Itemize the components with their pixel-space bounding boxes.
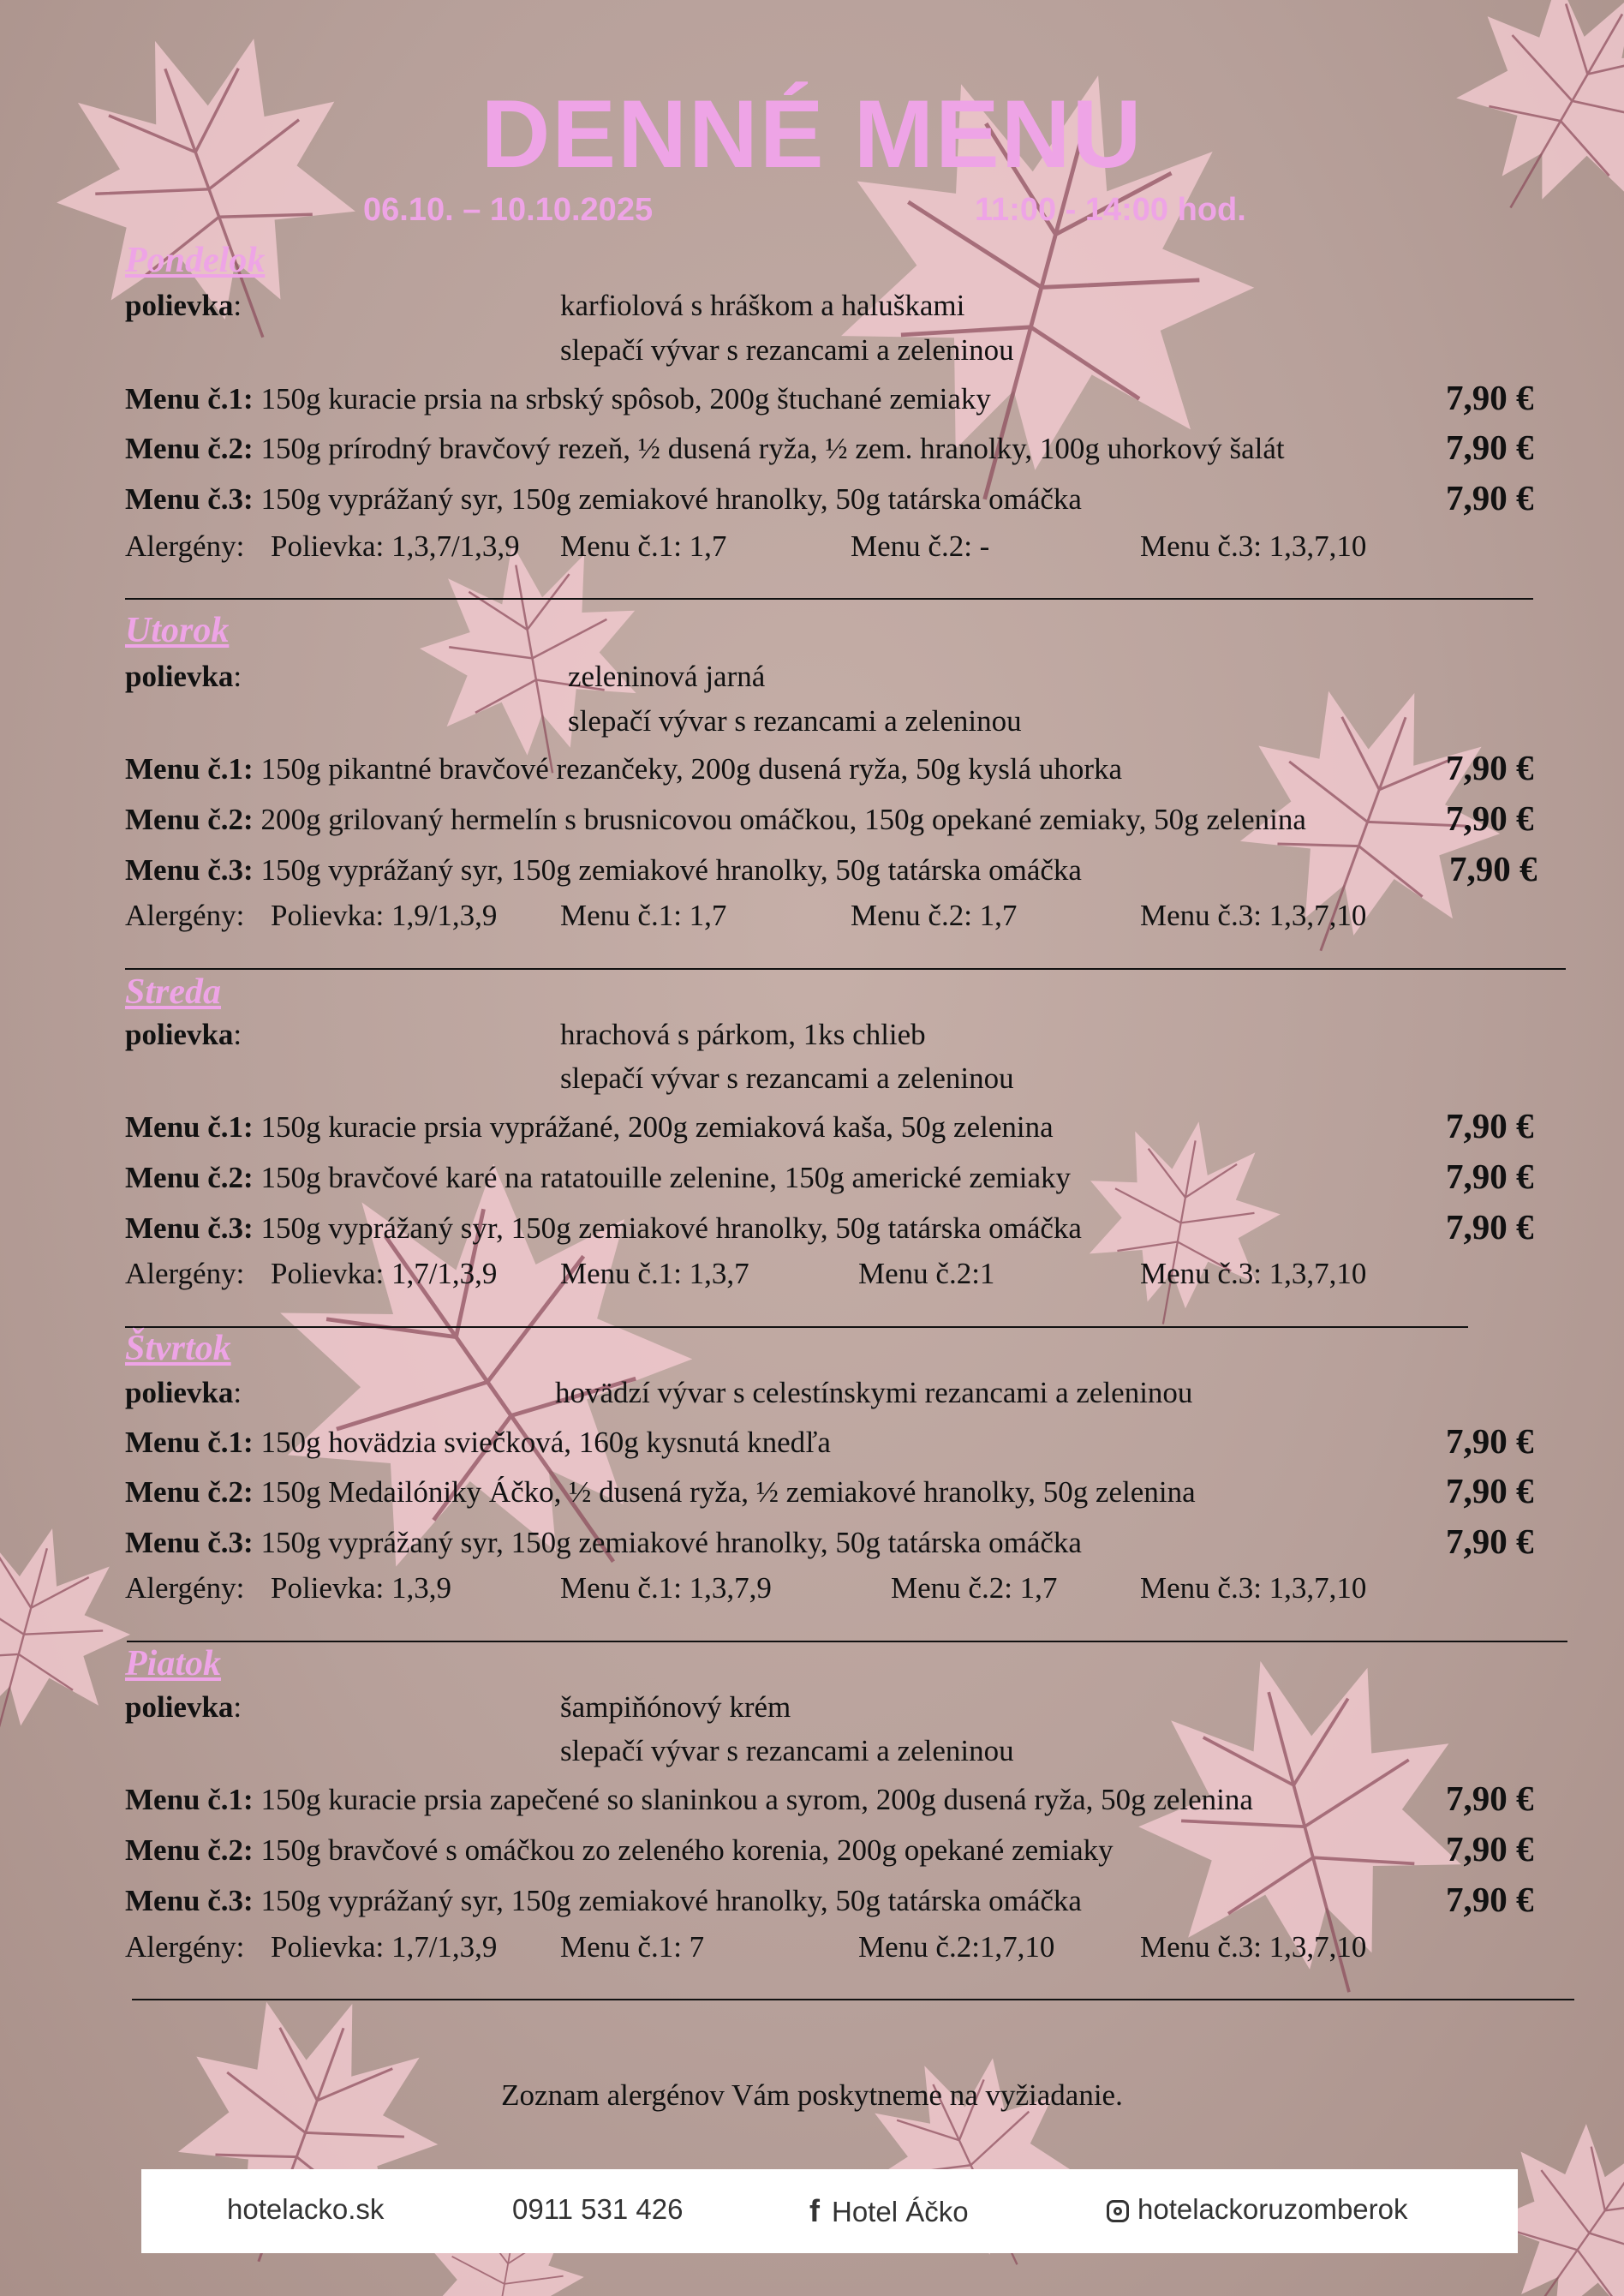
menu-item: Menu č.2: 150g Medailóniky Áčko, ½ dusená ryža, ½ zemiakové hranolky, 50g zelenina (125, 1475, 1196, 1509)
menu-price: 7,90 € (1446, 1829, 1534, 1868)
day-heading-thursday: Štvrtok (125, 1329, 231, 1368)
serving-hours: 11:00 - 14:00 hod. (975, 192, 1246, 228)
allergen-info: Polievka: 1,9/1,3,9 (271, 899, 498, 932)
menu-item: Menu č.1: 150g kuracie prsia vyprážané, 200g zemiaková kaša, 50g zelenina (125, 1110, 1054, 1144)
soup-item: hrachová s párkom, 1ks chlieb (560, 1018, 926, 1051)
allergen-info: Menu č.2: 1,7 (851, 899, 1018, 932)
soup-item: slepačí vývar s rezancami a zeleninou (560, 1061, 1014, 1095)
allergen-info: Menu č.1: 1,3,7,9 (560, 1571, 772, 1605)
menu-item: Menu č.1: 150g hovädzia sviečková, 160g kysnutá knedľa (125, 1426, 831, 1459)
soup-item: slepačí vývar s rezancami a zeleninou (568, 704, 1022, 738)
page-title: DENNÉ MENU (481, 81, 1143, 188)
menu-item: Menu č.1: 150g pikantné bravčové rezančeky, 200g dusená ryža, 50g kyslá uhorka (125, 752, 1123, 786)
menu-price: 7,90 € (1446, 1522, 1534, 1561)
divider (132, 1999, 1574, 2000)
menu-item: Menu č.2: 200g grilovaný hermelín s brusnicovou omáčkou, 150g opekané zemiaky, 50g zelenina (125, 803, 1306, 836)
allergens-label: Alergény: (125, 899, 245, 932)
allergens-label: Alergény: (125, 1257, 245, 1290)
divider (125, 1326, 1468, 1328)
menu-item: Menu č.2: 150g prírodný bravčový rezeň, ½ dusená ryža, ½ zem. hranolky, 100g uhorkový šalát (125, 432, 1285, 465)
menu-price: 7,90 € (1446, 748, 1534, 787)
menu-price: 7,90 € (1446, 1880, 1534, 1919)
instagram-icon (1107, 2200, 1129, 2222)
soup-item: šampiňónový krém (560, 1690, 791, 1724)
allergens-label: Alergény: (125, 1930, 245, 1964)
allergen-info: Polievka: 1,7/1,3,9 (271, 1257, 498, 1290)
menu-item: Menu č.3: 150g vyprážaný syr, 150g zemiakové hranolky, 50g tatárska omáčka (125, 1884, 1082, 1917)
menu-item: Menu č.2: 150g bravčové s omáčkou zo zeleného korenia, 200g opekané zemiaky (125, 1833, 1114, 1867)
divider (125, 598, 1533, 600)
menu-price: 7,90 € (1449, 849, 1537, 888)
instagram-link[interactable]: hotelackoruzomberok (1107, 2193, 1408, 2226)
allergen-info: Menu č.1: 1,7 (560, 899, 727, 932)
menu-item: Menu č.3: 150g vyprážaný syr, 150g zemiakové hranolky, 50g tatárska omáčka (125, 1211, 1082, 1245)
soup-label: polievka: (125, 1018, 242, 1051)
allergen-info: Menu č.3: 1,3,7,10 (1140, 1930, 1367, 1964)
allergen-info: Menu č.2:1 (858, 1257, 995, 1290)
allergen-info: Polievka: 1,7/1,3,9 (271, 1930, 498, 1964)
divider (125, 968, 1566, 970)
allergen-info: Polievka: 1,3,9 (271, 1571, 451, 1605)
soup-item: zeleninová jarná (568, 660, 766, 693)
soup-item: hovädzí vývar s celestínskymi rezancami a zeleninou (555, 1376, 1193, 1409)
allergen-info: Menu č.1: 1,7 (560, 529, 727, 563)
menu-item: Menu č.3: 150g vyprážaný syr, 150g zemiakové hranolky, 50g tatárska omáčka (125, 1526, 1082, 1559)
soup-item: slepačí vývar s rezancami a zeleninou (560, 333, 1014, 367)
allergens-label: Alergény: (125, 529, 245, 563)
allergen-info: Menu č.2: - (851, 529, 990, 563)
allergen-info: Menu č.1: 7 (560, 1930, 705, 1964)
contact-footer (141, 2169, 1518, 2253)
allergen-info: Menu č.3: 1,3,7,10 (1140, 529, 1367, 563)
menu-price: 7,90 € (1446, 478, 1534, 517)
allergen-info: Menu č.3: 1,3,7,10 (1140, 899, 1367, 932)
day-heading-tuesday: Utorok (125, 611, 230, 650)
menu-price: 7,90 € (1446, 1106, 1534, 1145)
soup-label: polievka: (125, 289, 242, 322)
menu-price: 7,90 € (1446, 798, 1534, 838)
allergen-info: Menu č.2: 1,7 (891, 1571, 1058, 1605)
menu-price: 7,90 € (1446, 428, 1534, 467)
menu-price: 7,90 € (1446, 1779, 1534, 1818)
menu-price: 7,90 € (1446, 1207, 1534, 1247)
soup-label: polievka: (125, 1376, 242, 1409)
menu-item: Menu č.3: 150g vyprážaný syr, 150g zemiakové hranolky, 50g tatárska omáčka (125, 853, 1082, 887)
soup-label: polievka: (125, 1690, 242, 1724)
soup-item: slepačí vývar s rezancami a zeleninou (560, 1734, 1014, 1767)
allergen-info: Menu č.3: 1,3,7,10 (1140, 1571, 1367, 1605)
soup-item: karfiolová s hráškom a haluškami (560, 289, 965, 322)
website-link[interactable]: hotelacko.sk (227, 2193, 385, 2225)
soup-label: polievka: (125, 660, 242, 693)
facebook-icon: f (809, 2193, 820, 2228)
day-heading-monday: Pondelok (125, 241, 266, 280)
menu-price: 7,90 € (1446, 378, 1534, 417)
allergen-info: Menu č.1: 1,3,7 (560, 1257, 749, 1290)
allergen-info: Menu č.3: 1,3,7,10 (1140, 1257, 1367, 1290)
menu-item: Menu č.2: 150g bravčové karé na ratatouille zelenine, 150g americké zemiaky (125, 1161, 1071, 1194)
menu-item: Menu č.1: 150g kuracie prsia na srbský spôsob, 200g štuchané zemiaky (125, 382, 991, 416)
date-range: 06.10. – 10.10.2025 (363, 192, 654, 228)
menu-price: 7,90 € (1446, 1421, 1534, 1461)
menu-item: Menu č.1: 150g kuracie prsia zapečené so slaninkou a syrom, 200g dusená ryža, 50g zelenina (125, 1783, 1253, 1816)
allergens-label: Alergény: (125, 1571, 245, 1605)
allergen-note: Zoznam alergénov Vám poskytneme na vyžiadanie. (501, 2078, 1123, 2112)
day-heading-friday: Piatok (125, 1644, 221, 1683)
day-heading-wednesday: Streda (125, 972, 222, 1012)
menu-price: 7,90 € (1446, 1471, 1534, 1510)
divider (127, 1641, 1567, 1642)
allergen-info: Polievka: 1,3,7/1,3,9 (271, 529, 520, 563)
facebook-link[interactable]: f Hotel Áčko (809, 2193, 969, 2228)
phone-number[interactable]: 0911 531 426 (512, 2193, 684, 2225)
menu-item: Menu č.3: 150g vyprážaný syr, 150g zemiakové hranolky, 50g tatárska omáčka (125, 482, 1082, 516)
menu-price: 7,90 € (1446, 1157, 1534, 1196)
allergen-info: Menu č.2:1,7,10 (858, 1930, 1055, 1964)
